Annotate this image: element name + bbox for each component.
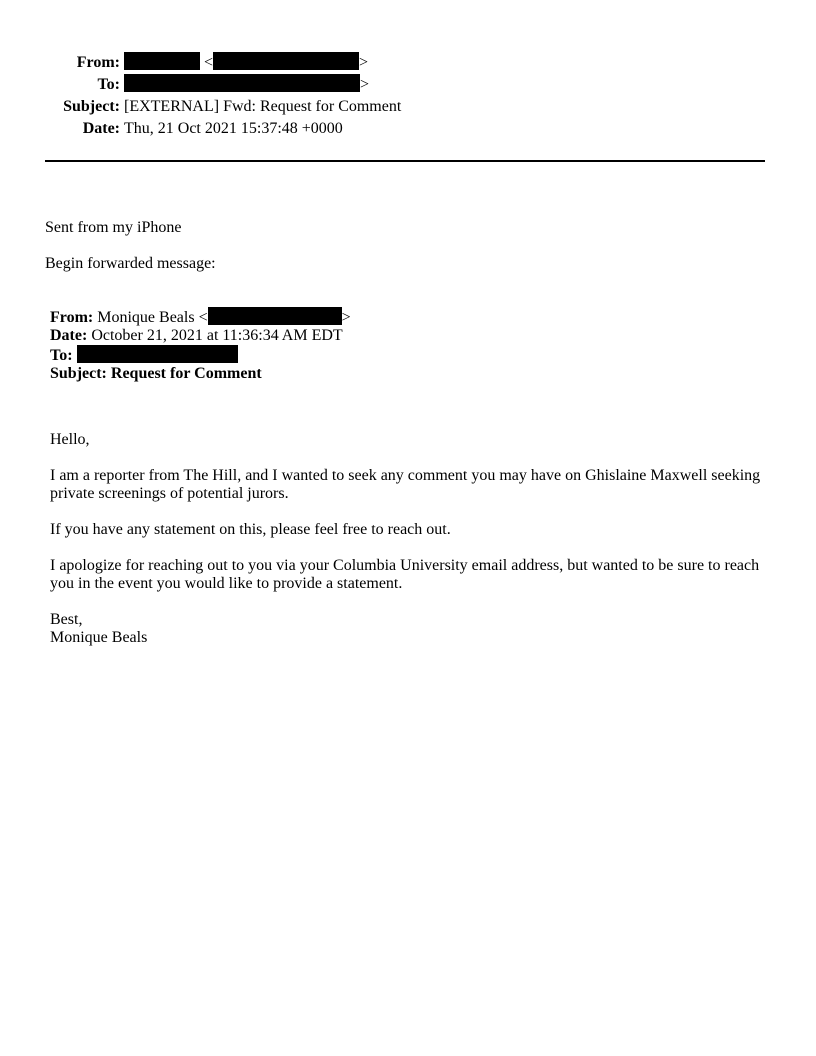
message-closing: Best, [50,611,83,628]
header-to-row [0,74,816,96]
message-sender-name: Monique Beals [50,629,148,646]
header-date-row [0,118,816,140]
subject-value: [EXTERNAL] Fwd: Request for Comment [124,98,402,115]
redacted-recipient [124,74,360,92]
fwd-date-label: Date: [50,327,88,344]
fwd-date-row [50,327,351,345]
forward-intro: Begin forwarded message: [45,255,216,272]
fwd-subject-row [50,365,351,383]
from-value [124,52,368,74]
date-value: Thu, 21 Oct 2021 15:37:48 +0000 [124,120,343,137]
email-header [0,52,816,140]
signature-line: Sent from my iPhone [45,219,182,236]
fwd-to-label: To: [50,347,73,364]
header-from-row [0,52,816,74]
date-label: Date: [82,120,120,137]
fwd-subject-label: Subject: [50,365,107,382]
message-paragraph-3: I apologize for reaching out to you via your Columbia University email address, but wanted to be sure to reach you in the event you would like to provide a statement. [50,557,760,592]
redacted-fwd-recipient [77,345,238,363]
header-subject-row [0,96,816,118]
message-paragraph-2: If you have any statement on this, please feel free to reach out. [50,521,451,538]
fwd-from-name: Monique Beals < [97,309,208,326]
header-divider [45,160,765,162]
fwd-from-label: From: [50,309,94,326]
fwd-from-row [50,307,351,327]
angle-close: > [359,54,369,71]
to-value [124,74,369,96]
redacted-fwd-sender-email [208,307,342,325]
to-label: To: [97,76,120,93]
from-label: From: [76,54,120,71]
redacted-sender-name [124,52,200,70]
fwd-angle-close: > [341,309,351,326]
fwd-date-value: October 21, 2021 at 11:36:34 AM EDT [91,327,343,344]
redacted-sender-email [213,52,359,70]
message-paragraph-1: I am a reporter from The Hill, and I wanted to seek any comment you may have on Ghislaine Maxwell seeking private screenings of potential jurors. [50,467,761,502]
message-greeting: Hello, [50,431,90,448]
subject-label: Subject: [63,98,120,115]
fwd-to-row [50,345,351,365]
fwd-subject-value: Request for Comment [110,365,262,382]
forwarded-header [50,307,351,383]
angle-close: > [360,76,370,93]
angle-open: < [204,54,214,71]
